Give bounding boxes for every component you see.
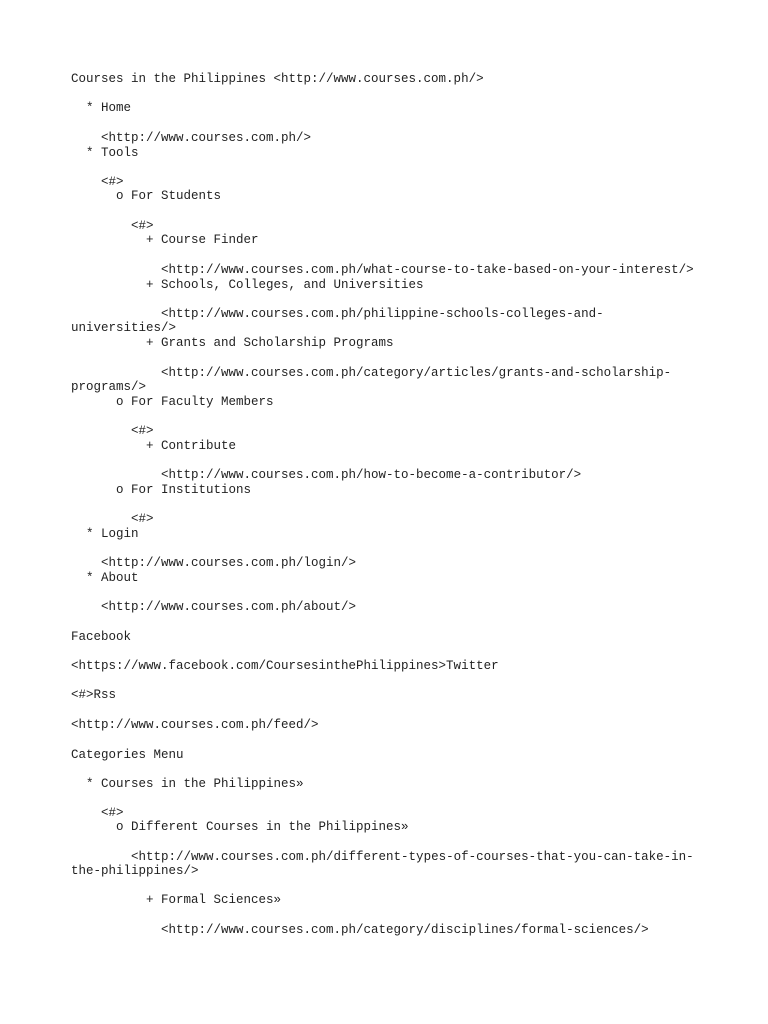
category-different-courses-label: Different Courses in the Philippines»: [131, 820, 409, 834]
bullet-star: *: [71, 527, 102, 541]
bullet-o: o: [71, 820, 132, 834]
category-formal-sciences-label: Formal Sciences»: [161, 893, 282, 907]
bullet-plus: +: [71, 439, 162, 453]
category-item-courses[interactable]: [71, 777, 304, 792]
nav-about-url-text[interactable]: <http://www.courses.com.ph/about/>: [101, 600, 357, 614]
bullet-star: *: [71, 777, 102, 791]
nav-schools-label: Schools, Colleges, and Universities: [161, 278, 424, 292]
nav-for-institutions-url-text[interactable]: <#>: [131, 512, 154, 526]
nav-for-students-url-text[interactable]: <#>: [131, 219, 154, 233]
social-rss-url[interactable]: <http://www.courses.com.ph/feed/>: [71, 718, 319, 732]
bullet-o: o: [71, 189, 132, 203]
nav-grants-url-line2[interactable]: programs/>: [71, 380, 147, 394]
nav-login-label: Login: [101, 527, 139, 541]
category-different-courses-url-line1[interactable]: [71, 850, 694, 865]
nav-item-about[interactable]: [71, 571, 139, 586]
nav-for-faculty-url[interactable]: [71, 424, 154, 439]
nav-item-for-faculty[interactable]: [71, 395, 274, 410]
page-title: Courses in the Philippines <http://www.courses.com.ph/>: [71, 72, 484, 86]
nav-item-schools[interactable]: [71, 278, 424, 293]
nav-home-url-text[interactable]: <http://www.courses.com.ph/>: [101, 131, 312, 145]
bullet-o: o: [71, 395, 132, 409]
nav-course-finder-url[interactable]: [71, 263, 694, 278]
nav-tools-url-text[interactable]: <#>: [101, 175, 124, 189]
nav-schools-url-line2[interactable]: universities/>: [71, 321, 177, 335]
category-different-courses-url-text[interactable]: <http://www.courses.com.ph/different-types-of-courses-that-you-can-take-in-: [131, 850, 694, 864]
category-courses-url[interactable]: [71, 806, 124, 821]
social-facebook[interactable]: Facebook: [71, 630, 132, 644]
nav-tools-label: Tools: [101, 146, 139, 160]
nav-item-home[interactable]: [71, 101, 131, 116]
nav-for-faculty-url-text[interactable]: <#>: [131, 424, 154, 438]
nav-login-url[interactable]: [71, 556, 356, 571]
bullet-star: *: [71, 146, 102, 160]
bullet-plus: +: [71, 278, 162, 292]
nav-about-label: About: [101, 571, 139, 585]
nav-grants-label: Grants and Scholarship Programs: [161, 336, 394, 350]
nav-contribute-url-text[interactable]: <http://www.courses.com.ph/how-to-become-a-contributor/>: [161, 468, 582, 482]
category-item-different-courses[interactable]: [71, 820, 409, 835]
nav-item-course-finder[interactable]: [71, 233, 259, 248]
nav-grants-url-text[interactable]: <http://www.courses.com.ph/category/articles/grants-and-scholarship-: [161, 366, 672, 380]
nav-for-students-label: For Students: [131, 189, 222, 203]
nav-home-url[interactable]: [71, 131, 311, 146]
nav-tools-url[interactable]: [71, 175, 124, 190]
category-different-courses-url-line2[interactable]: the-philippines/>: [71, 864, 199, 878]
nav-for-institutions-url[interactable]: [71, 512, 154, 527]
bullet-o: o: [71, 483, 132, 497]
bullet-plus: +: [71, 336, 162, 350]
nav-item-for-students[interactable]: [71, 189, 221, 204]
nav-course-finder-label: Course Finder: [161, 233, 259, 247]
nav-for-faculty-label: For Faculty Members: [131, 395, 274, 409]
social-twitter-url-rss[interactable]: <#>Rss: [71, 688, 117, 702]
nav-item-grants[interactable]: [71, 336, 394, 351]
bullet-star: *: [71, 571, 102, 585]
nav-login-url-text[interactable]: <http://www.courses.com.ph/login/>: [101, 556, 357, 570]
nav-schools-url-text[interactable]: <http://www.courses.com.ph/philippine-schools-colleges-and-: [161, 307, 604, 321]
bullet-plus: +: [71, 233, 162, 247]
nav-contribute-url[interactable]: [71, 468, 581, 483]
bullet-star: *: [71, 101, 102, 115]
category-courses-label: Courses in the Philippines»: [101, 777, 304, 791]
nav-for-students-url[interactable]: [71, 219, 154, 234]
nav-grants-url-line1[interactable]: [71, 366, 671, 381]
nav-schools-url-line1[interactable]: [71, 307, 604, 322]
category-item-formal-sciences[interactable]: [71, 893, 281, 908]
nav-item-login[interactable]: [71, 527, 139, 542]
category-courses-url-text[interactable]: <#>: [101, 806, 124, 820]
social-facebook-url-twitter[interactable]: <https://www.facebook.com/CoursesinthePhilippines>Twitter: [71, 659, 499, 673]
bullet-plus: +: [71, 893, 162, 907]
category-formal-sciences-url-text[interactable]: <http://www.courses.com.ph/category/disciplines/formal-sciences/>: [161, 923, 649, 937]
nav-contribute-label: Contribute: [161, 439, 237, 453]
nav-course-finder-url-text[interactable]: <http://www.courses.com.ph/what-course-to-take-based-on-your-interest/>: [161, 263, 694, 277]
nav-item-for-institutions[interactable]: [71, 483, 251, 498]
nav-home-label: Home: [101, 101, 132, 115]
nav-for-institutions-label: For Institutions: [131, 483, 252, 497]
category-formal-sciences-url[interactable]: [71, 923, 649, 938]
nav-item-tools[interactable]: [71, 146, 139, 161]
nav-item-contribute[interactable]: [71, 439, 236, 454]
categories-heading: Categories Menu: [71, 748, 184, 762]
nav-about-url[interactable]: [71, 600, 356, 615]
